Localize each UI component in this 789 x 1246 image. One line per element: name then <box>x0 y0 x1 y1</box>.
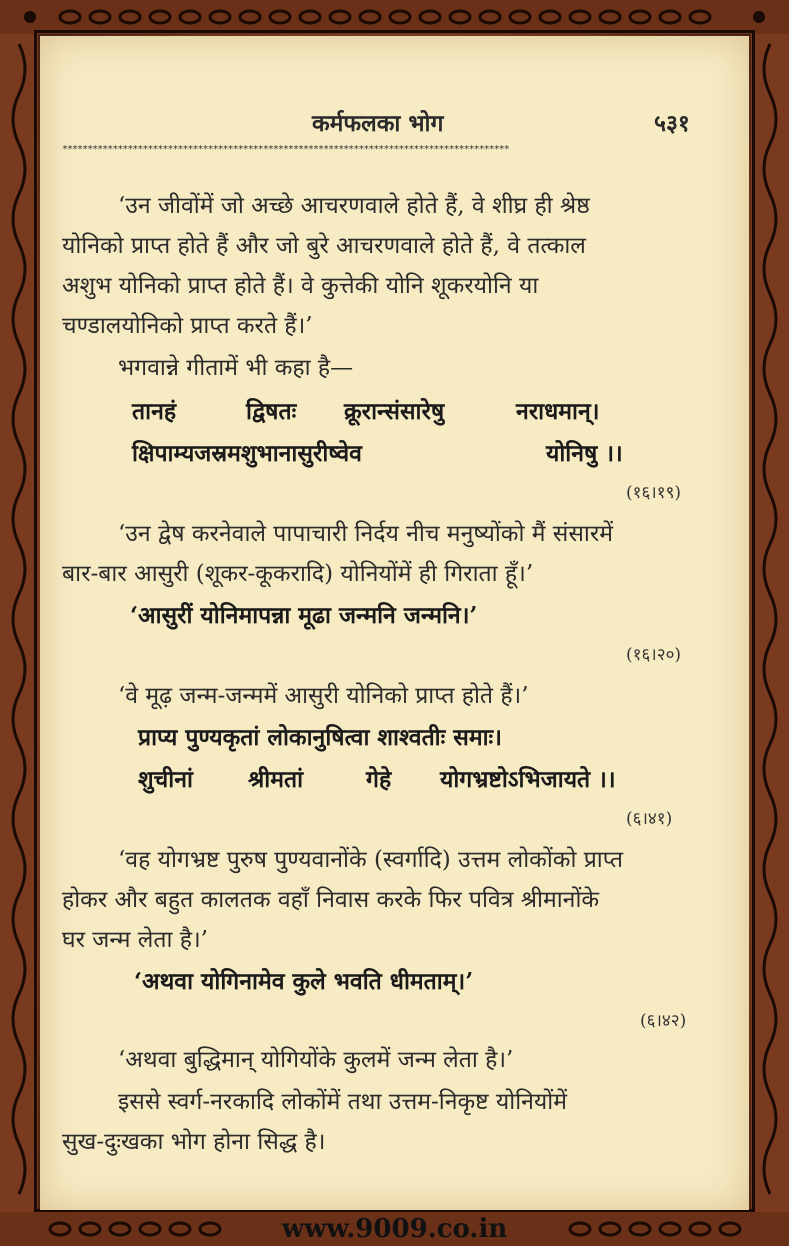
left-ornament-band <box>0 34 38 1212</box>
page-number: ५३१ <box>654 110 690 137</box>
text-line: ‘वह योगभ्रष्ट पुरुष पुण्यवानोंके (स्वर्गादि) उत्तम लोकोंको प्राप्त <box>118 847 623 873</box>
verse-word: द्विषतः <box>246 398 297 425</box>
verse-line: प्राप्य पुण्यकृतां लोकानुषित्वा शाश्वतीः समाः। <box>138 724 502 751</box>
verse-word: गेहे <box>366 766 392 793</box>
text-line: ‘अथवा बुद्धिमान् योगियोंके कुलमें जन्म लेता है।’ <box>118 1047 514 1073</box>
text-line: बार-बार आसुरी (शूकर-कूकरादि) योनियोंमें ही गिराता हूँ।’ <box>62 561 534 587</box>
text-line: होकर और बहुत कालतक वहाँ निवास करके फिर पवित्र श्रीमानोंके <box>62 887 600 913</box>
text-line: ‘वे मूढ़ जन्म-जन्ममें आसुरी योनिको प्राप्त होते हैं।’ <box>118 683 529 709</box>
verse-reference: (६।४१) <box>626 809 673 829</box>
verse-word: तानहं <box>132 398 177 425</box>
text-line: ‘उन जीवोंमें जो अच्छे आचरणवाले होते हैं, वे शीघ्र ही श्रेष्ठ <box>118 193 590 219</box>
text-line: अशुभ योनिको प्राप्त होते हैं। वे कुत्तेकी योनि शूकरयोनि या <box>62 273 539 299</box>
verse-line: ‘आसुरीं योनिमापन्ना मूढा जन्मनि जन्मनि।’ <box>130 602 478 629</box>
text-line: सुख-दुःखका भोग होना सिद्ध है। <box>62 1129 326 1155</box>
verse-word: नराधमान्। <box>516 398 600 425</box>
text-line: भगवान्ने गीतामें भी कहा है— <box>118 355 354 381</box>
verse-word: क्षिपाम्यजस्रमशुभानासुरीष्वेव <box>132 440 362 467</box>
verse-word: क्रूरान्संसारेषु <box>344 398 445 425</box>
text-line: इससे स्वर्ग-नरकादि लोकोंमें तथा उत्तम-निकृष्ट योनियोंमें <box>118 1089 567 1115</box>
text-line: योनिको प्राप्त होते हैं और जो बुरे आचरणवाले होते हैं, वे तत्काल <box>62 233 586 259</box>
verse-word: योनिषु ।। <box>546 440 623 467</box>
text-line: घर जन्म लेता है।’ <box>62 927 208 953</box>
text-line: ‘उन द्वेष करनेवाले पापाचारी निर्दय नीच मनुष्योंको मैं संसारमें <box>118 521 614 547</box>
verse-reference: (१६।१९) <box>626 483 682 503</box>
right-ornament-band <box>751 34 789 1212</box>
verse-word: योगभ्रष्टोऽभिजायते ।। <box>440 766 616 793</box>
verse-word: शुचीनां <box>138 766 193 793</box>
website-url: www.9009.co.in <box>281 1214 508 1244</box>
header-separator: ***************************************************************************************** <box>62 144 509 155</box>
verse-reference: (६।४२) <box>640 1011 687 1031</box>
running-header-title: कर्मफलका भोग <box>312 110 444 137</box>
text-line: चण्डालयोनिको प्राप्त करते हैं।’ <box>62 313 313 339</box>
top-ornament-band <box>0 0 789 34</box>
verse-line: ‘अथवा योगिनामेव कुले भवति धीमताम्।’ <box>134 968 474 995</box>
verse-reference: (१६।२०) <box>626 645 682 665</box>
verse-word: श्रीमतां <box>248 766 304 793</box>
